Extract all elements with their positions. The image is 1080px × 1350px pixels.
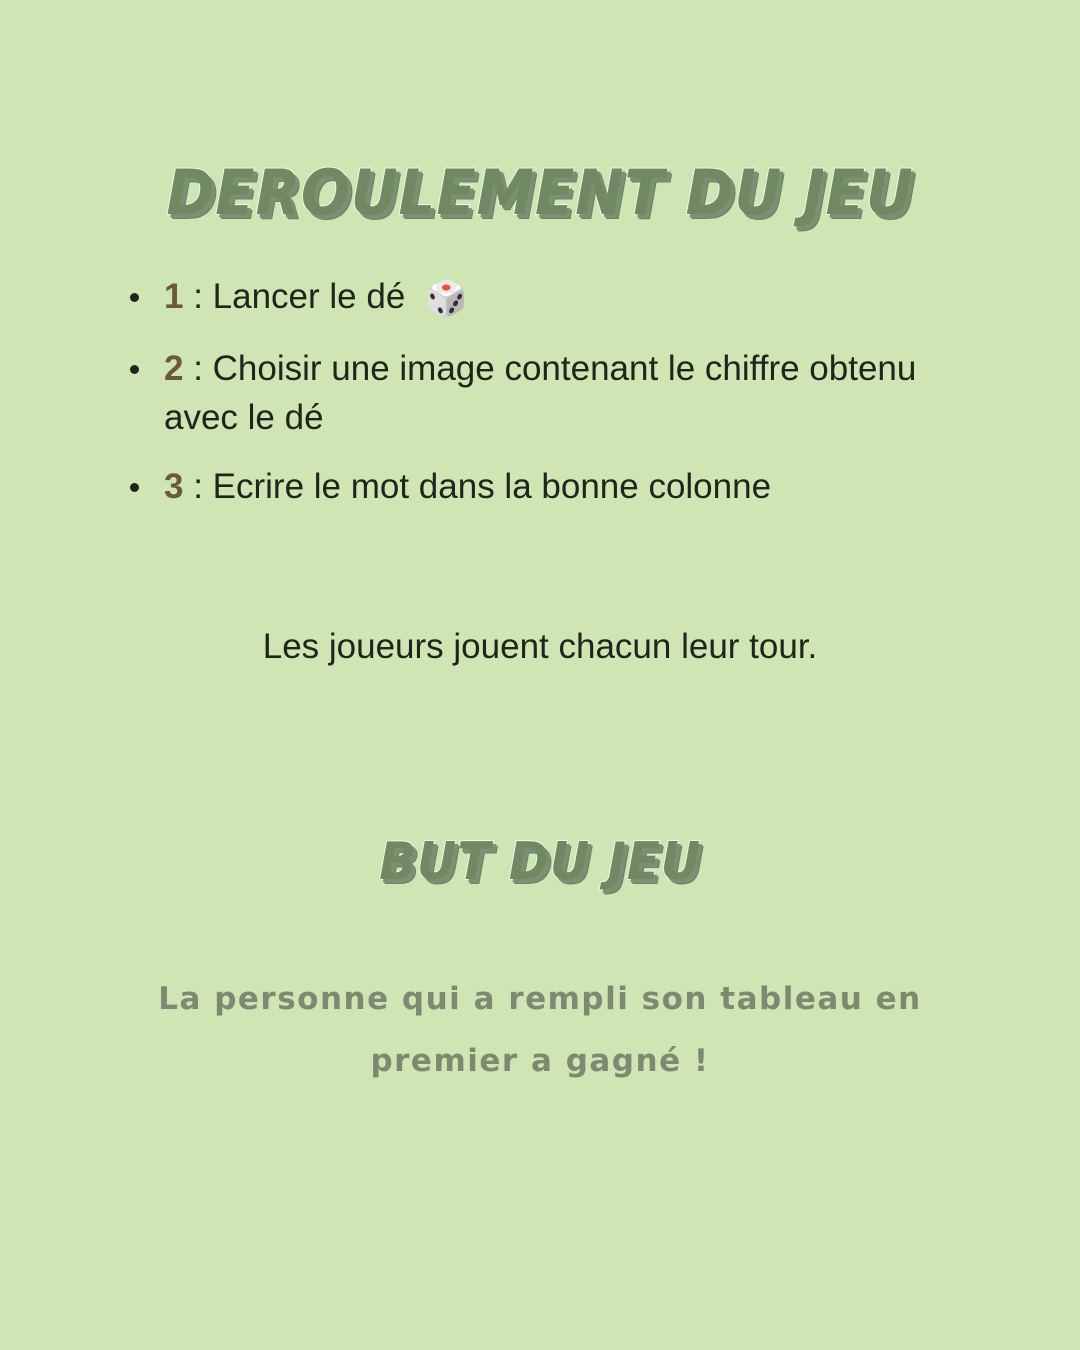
step-text: : Ecrire le mot dans la bonne colonne [193,466,772,506]
step-text: : Lancer le dé [193,277,406,316]
goal-text: La personne qui a rempli son tableau en premier a gagné ! [158,981,922,1079]
dice-icon: 🎲 [425,280,468,318]
gameplay-steps-list [118,272,978,531]
list-item-step-2 [118,344,978,442]
list-item-step-3 [118,462,978,511]
gameplay-heading: DEROULEMENT DU JEU [166,155,914,229]
step-text: : Choisir une image contenant le chiffre obtenu avec le dé [164,348,917,437]
step-number: 3 [164,466,184,506]
step-number: 2 [164,348,184,388]
turn-order-note: Les joueurs jouent chacun leur tour. [262,627,818,666]
goal-heading: BUT DU JEU [379,831,701,892]
list-item-step-1 [118,272,978,324]
step-number: 1 [164,277,184,316]
